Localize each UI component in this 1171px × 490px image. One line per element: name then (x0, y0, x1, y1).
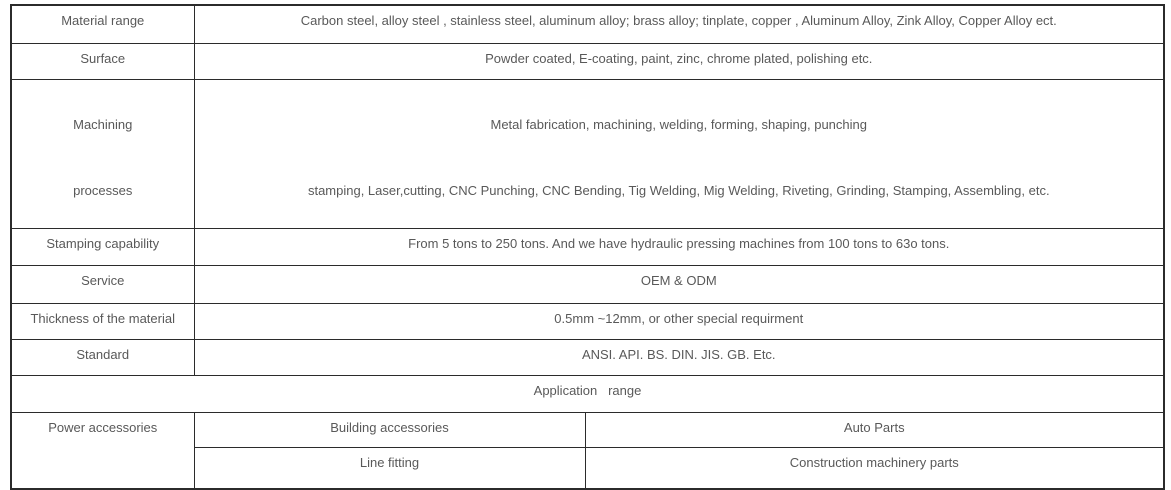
value-line-1: Metal fabrication, machining, welding, forming, shaping, punching (490, 116, 867, 132)
row-label-machining-processes (11, 79, 194, 228)
row-label-standard: Standard (11, 339, 194, 375)
table-row-machining-processes (11, 79, 1164, 228)
label-line-2: processes (73, 182, 133, 198)
row-value-stamping-capability: From 5 tons to 250 tons. And we have hydraulic pressing machines from 100 tons to 63o tons. (194, 228, 1164, 265)
table-row-material-range (11, 5, 1164, 43)
row-value-machining-processes (194, 79, 1164, 228)
row-value-thickness: 0.5mm ~12mm, or other special requirment (194, 303, 1164, 339)
row-label-material-range: Material range (11, 5, 194, 43)
row-label-surface: Surface (11, 43, 194, 79)
power-cell-construction-machinery-parts: Construction machinery parts (585, 447, 1164, 489)
row-value-service: OEM & ODM (194, 265, 1164, 303)
row-label-thickness: Thickness of the material (11, 303, 194, 339)
application-range-cell: Application range (11, 375, 1164, 412)
power-accessories-label: Power accessories (11, 412, 194, 489)
product-spec-table (10, 4, 1165, 490)
power-cell-auto-parts: Auto Parts (585, 412, 1164, 447)
row-value-surface: Powder coated, E-coating, paint, zinc, chrome plated, polishing etc. (194, 43, 1164, 79)
power-cell-building-accessories: Building accessories (194, 412, 585, 447)
label-line-1: Machining (73, 116, 133, 132)
table-row-service (11, 265, 1164, 303)
row-value-material-range: Carbon steel, alloy steel , stainless steel, aluminum alloy; brass alloy; tinplate, copper , Aluminum Alloy, Zink Alloy, Copper Alloy ect. (194, 5, 1164, 43)
table-row-power-accessories-1 (11, 412, 1164, 447)
table-row-standard (11, 339, 1164, 375)
row-label-service: Service (11, 265, 194, 303)
table-row-thickness (11, 303, 1164, 339)
table-row-surface (11, 43, 1164, 79)
table-row-application-range (11, 375, 1164, 412)
value-line-2: stamping, Laser,cutting, CNC Punching, CNC Bending, Tig Welding, Mig Welding, Riveting, Grinding, Stamping, Assembling, etc. (307, 182, 1050, 198)
row-label-stamping-capability: Stamping capability (11, 228, 194, 265)
power-cell-line-fitting: Line fitting (194, 447, 585, 489)
row-value-standard: ANSI. API. BS. DIN. JIS. GB. Etc. (194, 339, 1164, 375)
table-row-stamping-capability (11, 228, 1164, 265)
